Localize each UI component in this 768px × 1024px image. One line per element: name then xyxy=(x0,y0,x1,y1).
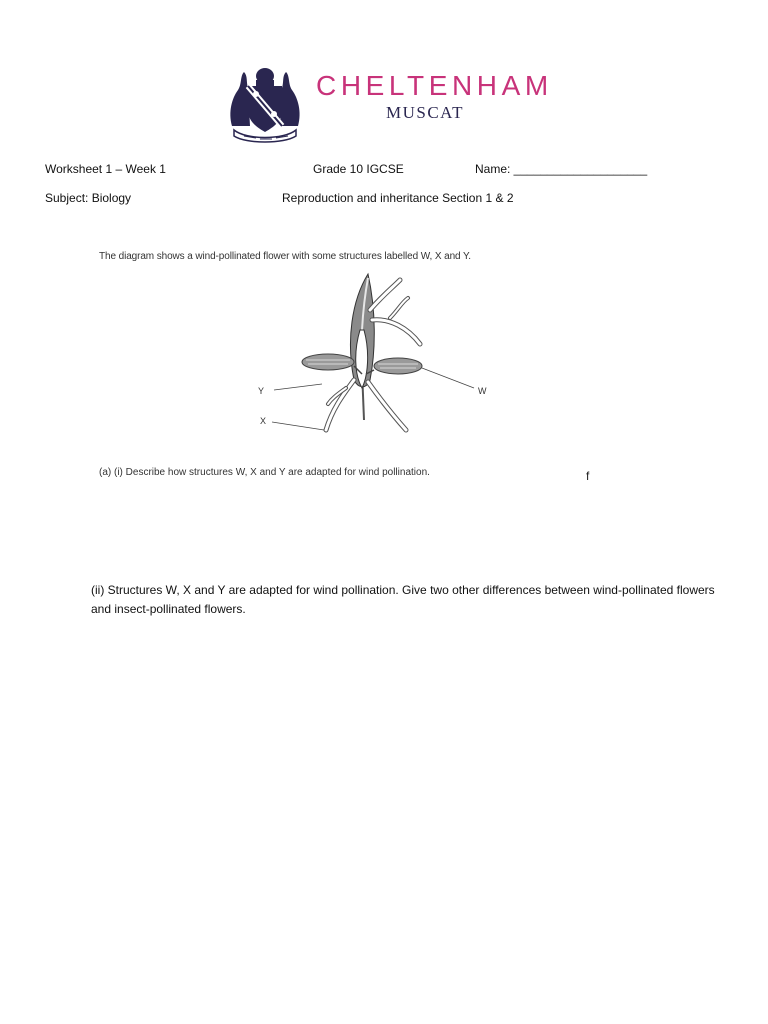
label-x: X xyxy=(260,416,267,426)
wind-pollinated-flower-diagram xyxy=(250,270,510,450)
stray-mark: f xyxy=(586,469,590,483)
topic-label: Reproduction and inheritance Section 1 & 2 xyxy=(282,191,514,205)
question-a-ii: (ii) Structures W, X and Y are adapted for wind pollination. Give two other differences between wind-pollinated flowers and insect-pollinated flowers. xyxy=(91,583,715,616)
grade-label: Grade 10 IGCSE xyxy=(313,162,404,176)
label-w: W xyxy=(478,386,487,396)
brand-name: CHELTENHAM xyxy=(316,70,553,101)
name-field: Name: ____________________ xyxy=(475,162,648,176)
label-y: Y xyxy=(258,386,265,396)
worksheet-label: Worksheet 1 – Week 1 xyxy=(45,162,166,176)
school-crest-icon xyxy=(226,64,304,144)
brand-subtitle: MUSCAT xyxy=(386,103,464,122)
subject-label: Subject: Biology xyxy=(45,191,132,205)
question-a-i: (a) (i) Describe how structures W, X and Y are adapted for wind pollination. xyxy=(99,467,430,478)
figure-caption: The diagram shows a wind-pollinated flower with some structures labelled W, X and Y. xyxy=(99,251,471,262)
